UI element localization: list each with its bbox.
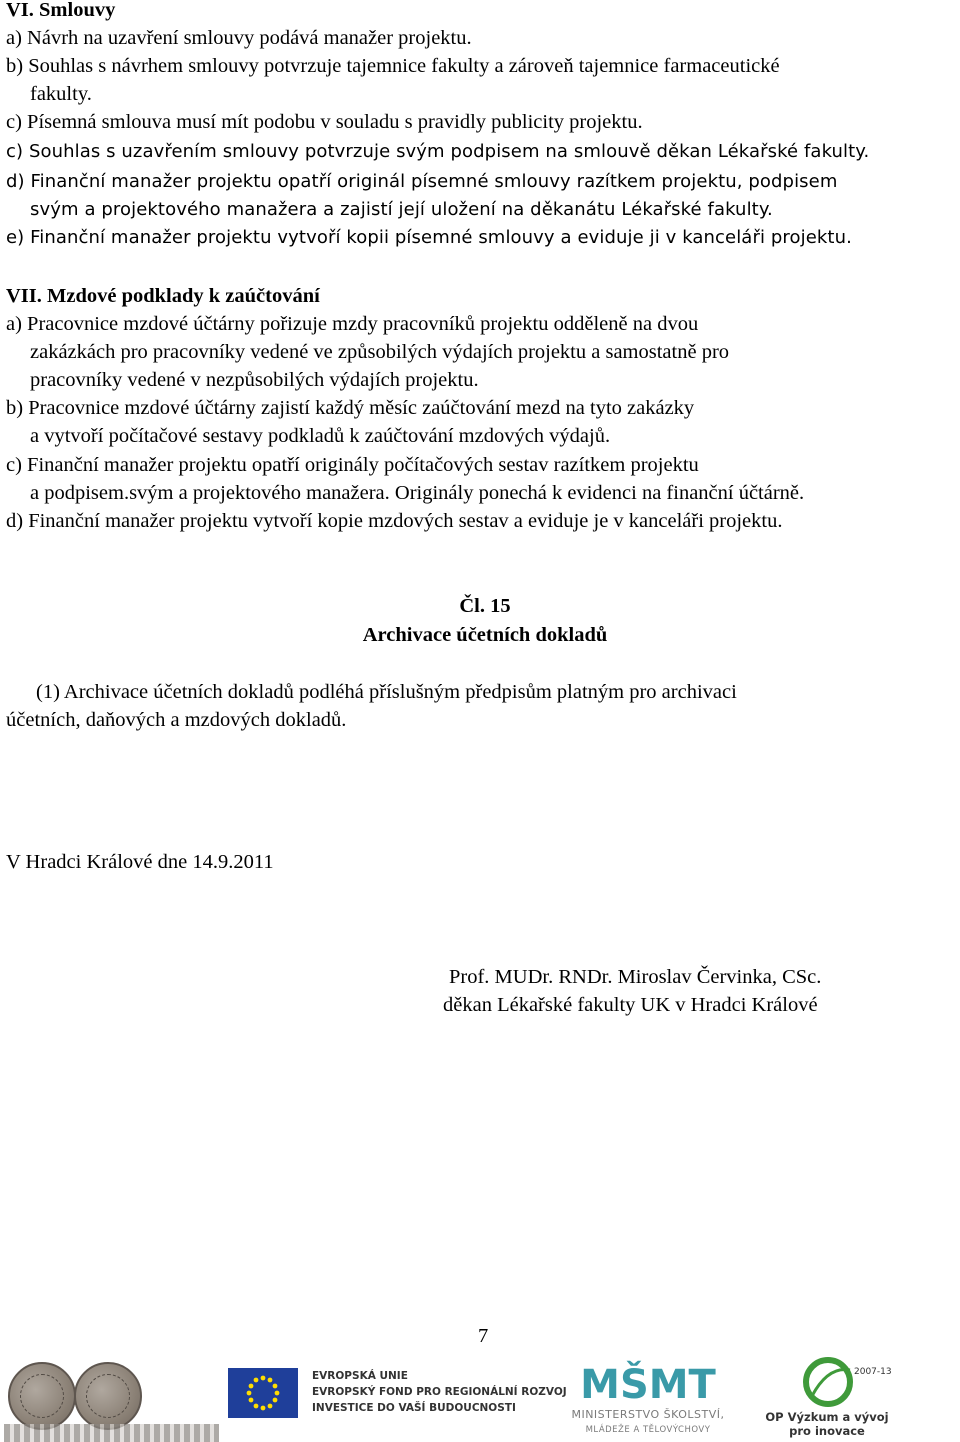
- article-paragraph-line1: (1) Archivace účetních dokladů podléhá příslušným předpisům platným pro archivaci: [36, 681, 737, 703]
- op-text: [762, 1410, 892, 1438]
- eu-fund-text: [312, 1368, 567, 1416]
- msmt-logo-text: MŠMT: [580, 1362, 716, 1408]
- university-seals-logo: [4, 1362, 219, 1442]
- msmt-label-line1: MINISTERSTVO ŠKOLSTVÍ,: [571, 1408, 725, 1421]
- section-6-item-a: a) Návrh na uzavření smlouvy podává manažer projektu.: [6, 27, 472, 49]
- section-6-item-c1: c) Písemná smlouva musí mít podobu v souladu s pravidly publicity projektu.: [6, 111, 643, 133]
- section-6-heading: VI. Smlouvy: [6, 0, 116, 21]
- section-6-item-e: e) Finanční manažer projektu vytvoří kopii písemné smlouvy a eviduje ji v kanceláři projektu.: [6, 227, 852, 248]
- section-7-item-d: d) Finanční manažer projektu vytvoří kopie mzdových sestav a eviduje je v kanceláři projektu.: [6, 510, 783, 532]
- city-skyline-graphic: [4, 1424, 219, 1442]
- section-6-item-c2: c) Souhlas s uzavřením smlouvy potvrzuje svým podpisem na smlouvě děkan Lékařské fakulty.: [6, 141, 870, 162]
- section-7-item-a-line2: zakázkách pro pracovníky vedené ve způsobilých výdajích projektu a samostatně pro: [30, 341, 730, 363]
- section-7-heading-text: VII. Mzdové podklady k zaúčtování: [6, 285, 320, 307]
- section-7-heading: [6, 282, 320, 310]
- op-line1: OP Výzkum a vývoj: [765, 1410, 889, 1424]
- signature-name: Prof. MUDr. RNDr. Miroslav Červinka, CSc.: [449, 966, 822, 988]
- place-date: V Hradci Králové dne 14.9.2011: [6, 851, 274, 873]
- op-line2: pro inovace: [789, 1424, 865, 1438]
- medical-faculty-seal-icon: [8, 1362, 76, 1430]
- article-number: Čl. 15: [459, 595, 511, 617]
- msmt-logo: [548, 1356, 748, 1442]
- section-6-item-b-line2: fakulty.: [30, 83, 92, 105]
- page-number: 7: [478, 1325, 489, 1347]
- eu-text-line2: EVROPSKÝ FOND PRO REGIONÁLNÍ ROZVOJ: [312, 1386, 567, 1398]
- section-7-item-b-line2: a vytvoří počítačové sestavy podkladů k zaúčtování mzdových výdajů.: [30, 425, 611, 447]
- section-7-item-c-line1: c) Finanční manažer projektu opatří originály počítačových sestav razítkem projektu: [6, 454, 699, 476]
- op-years: 2007-13: [854, 1367, 892, 1377]
- eu-text-line3: INVESTICE DO VAŠÍ BUDOUCNOSTI: [312, 1402, 516, 1414]
- eu-text-line1: EVROPSKÁ UNIE: [312, 1370, 408, 1382]
- section-7-item-a-line1: a) Pracovnice mzdové účtárny pořizuje mzdy pracovníků projektu odděleně na dvou: [6, 313, 699, 335]
- article-paragraph-line2: účetních, daňových a mzdových dokladů.: [6, 709, 347, 731]
- article-title: Archivace účetních dokladů: [362, 624, 608, 646]
- section-6-item-d-line1: d) Finanční manažer projektu opatří originál písemné smlouvy razítkem projektu, podpisem: [6, 171, 838, 192]
- section-7-item-c-line2: a podpisem.svým a projektového manažera. Originály ponechá k evidenci na finanční účtárně.: [30, 482, 805, 504]
- section-7-item-b-line1: b) Pracovnice mzdové účtárny zajistí každý měsíc zaúčtování mezd na tyto zakázky: [6, 397, 695, 419]
- section-7-item-a-line3: pracovníky vedené v nezpůsobilých výdajích projektu.: [30, 369, 479, 391]
- op-vavpi-logo: [762, 1356, 892, 1442]
- pharmacy-faculty-seal-icon: [74, 1362, 142, 1430]
- section-6-item-d-line2: svým a projektového manažera a zajistí její uložení na děkanátu Lékařské fakulty.: [30, 199, 773, 220]
- section-6-item-b-line1: b) Souhlas s návrhem smlouvy potvrzuje tajemnice fakulty a zároveň tajemnice farmaceutické: [6, 55, 780, 77]
- msmt-label-line2: MLÁDEŽE A TĚLOVÝCHOVY: [585, 1425, 711, 1435]
- footer-logos: [0, 1356, 960, 1442]
- eu-flag-icon: [228, 1368, 298, 1418]
- signature-role: děkan Lékařské fakulty UK v Hradci Králové: [443, 994, 818, 1016]
